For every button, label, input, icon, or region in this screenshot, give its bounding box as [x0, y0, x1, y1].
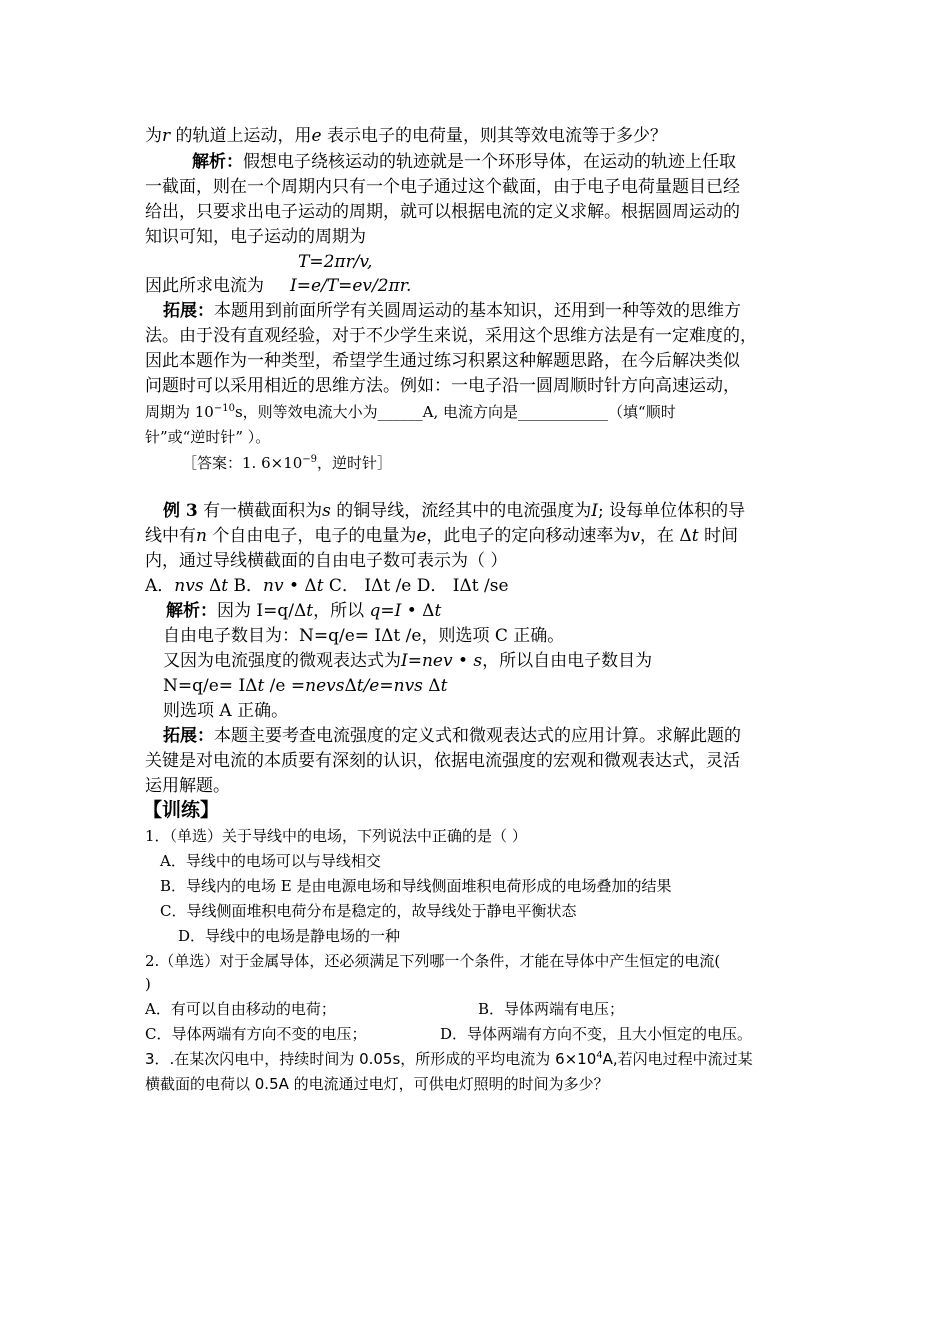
section-heading: 【训练】 [143, 799, 220, 821]
text-line: 运用解题。 [145, 776, 230, 796]
question-2-end: ) [145, 975, 151, 993]
text-line: 因此本题作为一种类型，希望学生通过练习积累这种解题思路，在今后解决类似 [145, 351, 740, 371]
example-label: 例 3 [163, 501, 198, 521]
question-1-option-c: C．导线侧面堆积电荷分布是稳定的，故导线处于静电平衡状态 [160, 902, 577, 920]
text-line: 则选项 A 正确。 [163, 701, 289, 721]
text-line: 为r 的轨道上运动，用e 表示电子的电荷量，则其等效电流等于多少？ [145, 126, 668, 146]
question-1-option-a: A．导线中的电场可以与导线相交 [160, 852, 381, 870]
text-line: 又因为电流强度的微观表达式为I=nev • s，所以自由电子数目为 [163, 651, 653, 671]
text-line: 针”或“逆时针” ）。 [145, 428, 271, 446]
text-line: 问题时可以采用相近的思维方法。例如：一电子沿一圆周顺时针方向高速运动， [145, 376, 740, 396]
extension-line: 拓展：本题用到前面所学有关圆周运动的基本知识，还用到一种等效的思维方 [163, 301, 741, 321]
question-2-option-a: A．有可以自由移动的电荷； [145, 1000, 336, 1018]
question-2-option-c: C．导体两端有方向不变的电压； [145, 1025, 367, 1043]
formula-period: T=2πr/v, [298, 252, 373, 272]
text-line: 关键是对电流的本质要有深刻的认识，依据电流强度的宏观和微观表达式，灵活 [145, 751, 740, 771]
question-1-option-b: B．导线内的电场 E 是由电源电场和导线侧面堆积电荷形成的电场叠加的结果 [160, 877, 672, 895]
text-line: 自由电子数目为：N=q/e= IΔt /e，则选项 C 正确。 [163, 626, 565, 646]
text-line: 给出，只要求出电子运动的周期，就可以根据电流的定义求解。根据圆周运动的 [145, 202, 740, 222]
text-line: 线中有n 个自由电子，电子的电量为e，此电子的定向移动速率为v，在 Δt 时间 [145, 526, 738, 546]
question-2-option-d: D．导体两端有方向不变，且大小恒定的电压。 [440, 1025, 753, 1043]
text-line: 知识可知，电子运动的周期为 [145, 227, 366, 247]
text-line: 一截面，则在一个周期内只有一个电子通过这个截面，由于电子电荷量题目已经 [145, 177, 740, 197]
question-2-option-b: B．导体两端有电压； [478, 1000, 625, 1018]
question-3-cont: 横截面的电荷以 0.5A 的电流通过电灯，可供电灯照明的时间为多少？ [145, 1075, 609, 1093]
solution-line: 解析：因为 I=q/Δt，所以 q=I • Δt [166, 601, 442, 621]
extension-label: 拓展： [163, 301, 214, 321]
question-3: 3．.在某次闪电中，持续时间为 0.05s，所形成的平均电流为 $6\times 10^4A$,若闪电过程中流过某 [145, 1050, 753, 1068]
question-1-option-d: D．导线中的电场是静电场的一种 [178, 927, 401, 945]
text-line: 内，通过导线横截面的自由电子数可表示为（ ） [145, 551, 508, 571]
solution-label: 解析： [192, 152, 243, 172]
text-line: 因此所求电流为 I=e/T=ev/2πr. [145, 276, 412, 296]
example-line: 例 3 有一横截面积为s 的铜导线，流经其中的电流强度为I; 设每单位体积的导 [163, 501, 746, 521]
solution-line: 解析：假想电子绕核运动的轨迹就是一个环形导体，在运动的轨迹上任取 [192, 152, 736, 172]
question-1: 1．（单选）关于导线中的电场，下列说法中正确的是（ ） [145, 827, 527, 845]
options-line: A．nvs Δt B．nv • Δt C． IΔt /e D． IΔt /se [145, 576, 509, 596]
text-line: 法。由于没有直观经验，对于不少学生来说，采用这个思维方法是有一定难度的， [145, 326, 757, 346]
text-line: N=q/e= IΔt /e =nevsΔt/e=nvs Δt [163, 676, 448, 696]
text-line: 周期为 $10^{-10}s$，则等效电流大小为______A, 电流方向是____________（填“顺时 [145, 403, 676, 421]
blank-direction: ____________ [518, 403, 609, 421]
extension-line: 拓展：本题主要考查电流强度的定义式和微观表达式的应用计算。求解此题的 [163, 726, 741, 746]
formula-current: I=e/T=ev/2πr. [290, 276, 412, 296]
solution-label: 解析： [166, 601, 217, 621]
extension-label: 拓展： [163, 726, 214, 746]
answer-line: ［答案：1. $6\times 10^{-9}$，逆时针］ [182, 454, 393, 472]
question-2: 2.（单选）对于金属导体，还必须满足下列哪一个条件，才能在导体中产生恒定的电流( [145, 952, 721, 970]
blank-current: ______ [377, 403, 423, 421]
